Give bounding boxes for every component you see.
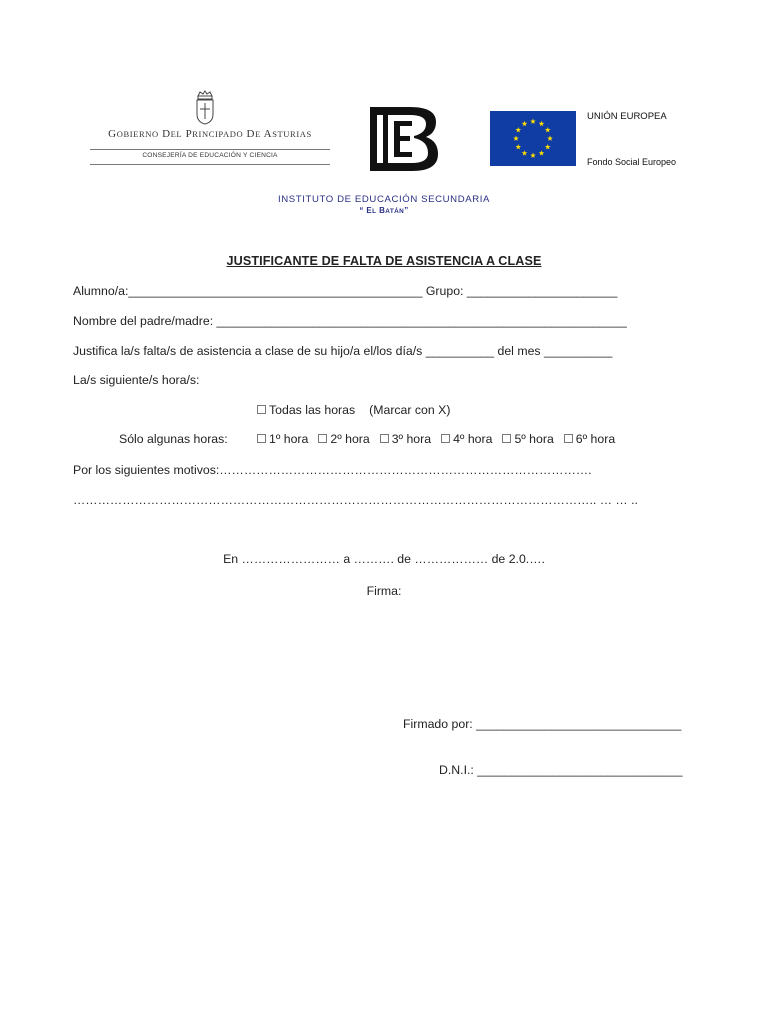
hour-label: 6º hora — [575, 432, 616, 446]
eu-flag-icon — [490, 111, 576, 166]
institute-subtitle: “ EL BATÁN” — [359, 206, 409, 215]
all-hours-checkbox[interactable] — [257, 405, 266, 414]
hour-checkbox[interactable] — [441, 434, 450, 443]
all-hours-note: (Marcar con X) — [369, 403, 451, 417]
dni-line: D.N.I.: ______________________________ — [439, 763, 683, 777]
ies-el-batan-logo-icon — [368, 105, 440, 173]
signature-label: Firma: — [366, 584, 402, 598]
hour-label: 4º hora — [453, 432, 493, 446]
hour-label: 2º hora — [330, 432, 370, 446]
parent-name-line: Nombre del padre/madre: ____________________________________________________________ — [73, 314, 627, 328]
hour-checkbox[interactable] — [257, 434, 266, 443]
hour-option — [502, 432, 553, 446]
hour-option — [441, 432, 492, 446]
header-divider-bottom — [90, 164, 330, 165]
institute-name: INSTITUTO DE EDUCACIÓN SECUNDARIA — [277, 194, 491, 205]
hours-options — [257, 432, 615, 446]
government-name-text: GOBIERNO DEL PRINCIPADO DE ASTURIAS — [108, 128, 312, 140]
hour-label: 5º hora — [514, 432, 554, 446]
place-date-line: En …………………… a ………. de ……………… de 2.0.…. — [223, 552, 545, 566]
justification-line: Justifica la/s falta/s de asistencia a clase de su hijo/a el/los día/s __________ del mes __________ — [73, 344, 613, 358]
hour-option — [257, 432, 308, 446]
some-hours-label: Sólo algunas horas: — [119, 432, 228, 446]
hour-option — [564, 432, 615, 446]
eu-fund-name: Fondo Social Europeo — [587, 157, 677, 167]
document-title: JUSTIFICANTE DE FALTA DE ASISTENCIA A CLASE — [226, 254, 542, 268]
student-group-line: Alumno/a:___________________________________________ Grupo: ______________________ — [73, 284, 618, 298]
department-name: CONSEJERÍA DE EDUCACIÓN Y CIENCIA — [142, 152, 278, 159]
eu-name: UNIÓN EUROPEA — [587, 111, 667, 122]
hour-label: 3º hora — [391, 432, 432, 446]
header-divider-top — [90, 149, 330, 150]
hours-label: La/s siguiente/s hora/s: — [73, 373, 200, 387]
signed-by-line: Firmado por: ______________________________ — [403, 717, 682, 731]
all-hours-option — [257, 403, 450, 417]
reasons-line-2: ……………………………………………………………………………………………………………….. … … .. — [73, 493, 638, 507]
hour-checkbox[interactable] — [380, 434, 389, 443]
all-hours-label: Todas las horas — [269, 403, 356, 417]
government-name — [90, 128, 330, 140]
hour-checkbox[interactable] — [564, 434, 573, 443]
hour-option — [380, 432, 431, 446]
reasons-line-1: Por los siguientes motivos:………………………………………………………………………………. — [73, 463, 592, 477]
hour-option — [318, 432, 369, 446]
asturias-coat-of-arms-icon — [193, 90, 217, 126]
hour-checkbox[interactable] — [502, 434, 511, 443]
hour-label: 1º hora — [269, 432, 309, 446]
hour-checkbox[interactable] — [318, 434, 327, 443]
